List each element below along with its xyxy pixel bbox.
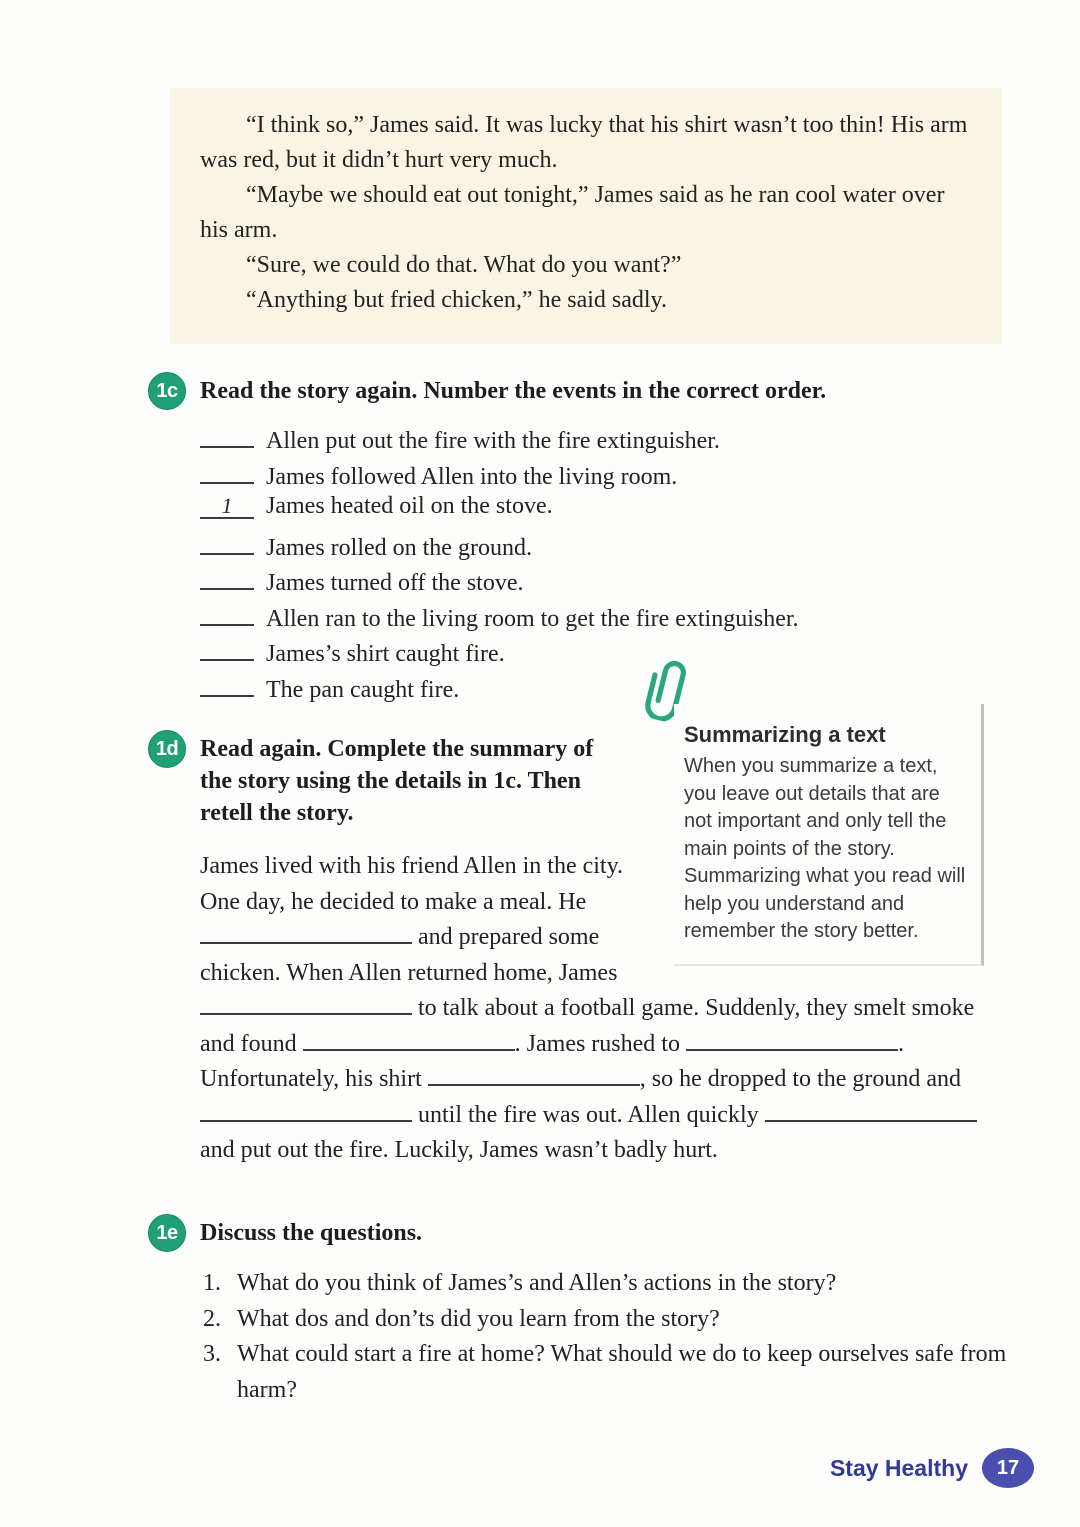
event-answer-blank[interactable] bbox=[200, 564, 254, 590]
summary-blank[interactable] bbox=[200, 1098, 412, 1122]
event-text: Allen put out the fire with the fire extinguisher. bbox=[266, 428, 720, 454]
question-text: What could start a fire at home? What should we do to keep ourselves safe from harm? bbox=[237, 1341, 1007, 1403]
summary-blank[interactable] bbox=[765, 1098, 977, 1122]
events-list bbox=[200, 422, 1028, 706]
exercise-1c-heading bbox=[148, 372, 1028, 410]
story-paragraph: “Sure, we could do that. What do you want?” bbox=[246, 252, 682, 278]
exercise-1e-section bbox=[148, 1214, 1028, 1408]
event-text: James turned off the stove. bbox=[266, 570, 524, 596]
story-paragraph: “I think so,” James said. It was lucky that his shirt wasn’t too thin! His arm was red, but it didn’t hurt very much. bbox=[200, 112, 968, 173]
tip-box-body: When you summarize a text, you leave out details that are not important and only tell the main points of the story. Summarizing what you read will help you understand and remember the story better. bbox=[684, 755, 966, 942]
exercise-1e-instruction: Discuss the questions. bbox=[200, 1220, 423, 1246]
story-paragraph: “Maybe we should eat out tonight,” James said as he ran cool water over his arm. bbox=[200, 182, 945, 243]
question-row bbox=[203, 1302, 1028, 1338]
event-row bbox=[200, 671, 1028, 707]
event-row bbox=[200, 493, 1028, 529]
question-number: 3. bbox=[203, 1341, 221, 1367]
unit-title: Stay Healthy bbox=[829, 1454, 968, 1481]
exercise-1d-section bbox=[148, 722, 1004, 1169]
event-answer-blank[interactable]: 1 bbox=[200, 493, 254, 519]
exercise-1d-heading bbox=[148, 730, 604, 829]
page-footer bbox=[0, 1448, 1034, 1488]
summary-blank[interactable] bbox=[686, 1027, 898, 1051]
event-text: Allen ran to the living room to get the fire extinguisher. bbox=[266, 605, 799, 632]
tip-box bbox=[674, 704, 984, 966]
exercise-1e-heading bbox=[148, 1214, 1028, 1252]
event-answer-blank[interactable] bbox=[200, 422, 254, 448]
event-answer-blank[interactable] bbox=[200, 529, 254, 555]
question-number: 2. bbox=[203, 1305, 221, 1332]
summary-blank[interactable] bbox=[200, 991, 412, 1015]
event-text: James followed Allen into the living room. bbox=[266, 463, 678, 490]
event-answer-blank[interactable] bbox=[200, 635, 254, 661]
questions-list bbox=[203, 1266, 1028, 1408]
summary-paragraph: James lived with his friend Allen in the city. One day, he decided to make a meal. He and prepared some chicken. When Allen returned home, James to talk about a football game. Suddenly, they smelt smoke and found . James rushed to . Unfortunately, his shirt , so he dropped to the ground and until the fire was out. Allen quickly and put out the fire. Luckily, James wasn’t badly hurt. bbox=[200, 849, 1004, 1169]
summary-blank[interactable] bbox=[200, 920, 412, 944]
exercise-1e-badge: 1e bbox=[148, 1214, 186, 1252]
event-row bbox=[200, 564, 1028, 600]
story-excerpt-box bbox=[170, 88, 1002, 344]
story-paragraph: “Anything but fried chicken,” he said sadly. bbox=[246, 287, 667, 313]
event-text: James rolled on the ground. bbox=[266, 534, 532, 561]
exercise-1c-section bbox=[148, 372, 1028, 706]
event-row bbox=[200, 635, 1028, 671]
question-text: What dos and don’ts did you learn from the story? bbox=[237, 1305, 720, 1332]
event-answer-blank[interactable] bbox=[200, 671, 254, 697]
summary-blank[interactable] bbox=[303, 1027, 515, 1051]
page-number-badge: 17 bbox=[982, 1448, 1034, 1488]
event-row bbox=[200, 422, 1028, 458]
question-row bbox=[203, 1337, 1028, 1408]
exercise-1d-badge: 1d bbox=[148, 730, 186, 768]
event-text: The pan caught fire. bbox=[266, 676, 460, 703]
question-number: 1. bbox=[203, 1270, 221, 1296]
event-row bbox=[200, 458, 1028, 494]
event-text: James heated oil on the stove. bbox=[266, 493, 553, 519]
exercise-1c-instruction: Read the story again. Number the events in the correct order. bbox=[200, 378, 827, 404]
event-row bbox=[200, 529, 1028, 565]
summary-blank[interactable] bbox=[428, 1062, 640, 1086]
question-row bbox=[203, 1266, 1028, 1302]
event-answer-blank[interactable] bbox=[200, 458, 254, 484]
exercise-1c-badge: 1c bbox=[148, 372, 186, 410]
question-text: What do you think of James’s and Allen’s actions in the story? bbox=[237, 1270, 837, 1296]
event-answer-blank[interactable] bbox=[200, 600, 254, 626]
exercise-1d-instruction: Read again. Complete the summary of the story using the details in 1c. Then retell the story. bbox=[200, 736, 594, 826]
tip-box-title: Summarizing a text bbox=[684, 722, 886, 747]
event-row bbox=[200, 600, 1028, 636]
event-text: James’s shirt caught fire. bbox=[266, 641, 505, 667]
